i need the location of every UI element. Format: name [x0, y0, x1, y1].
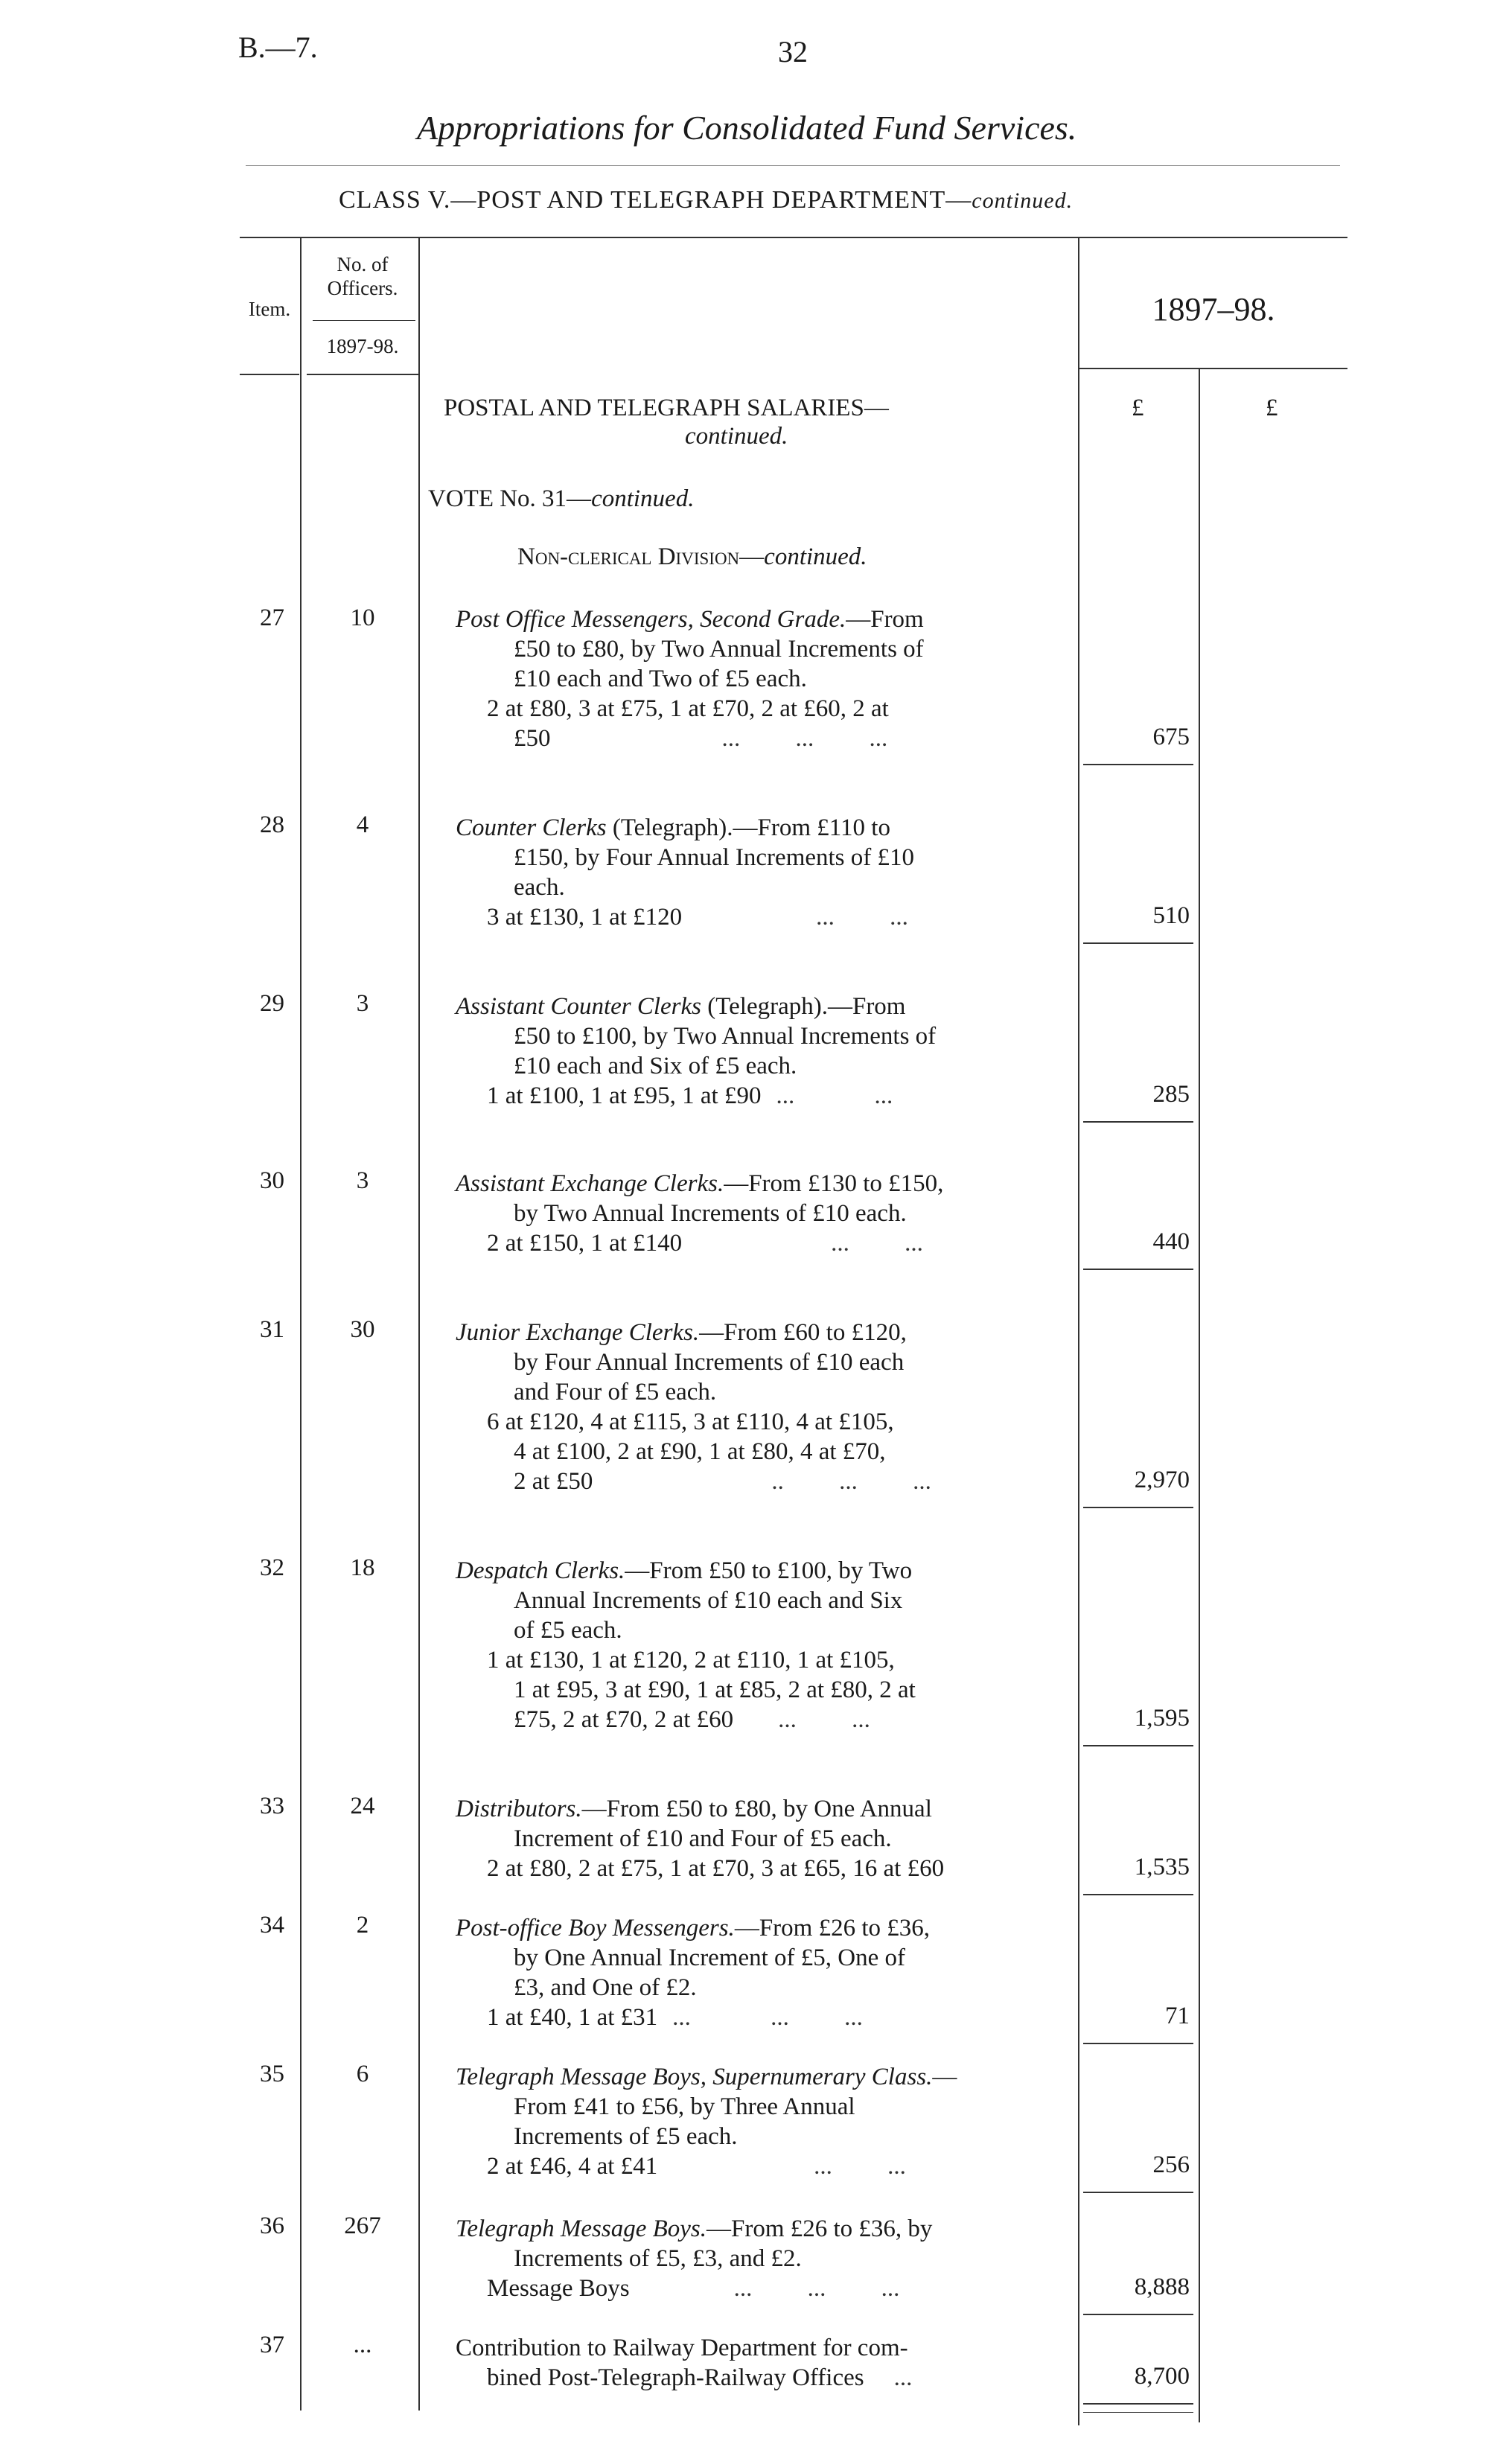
class-heading-main: CLASS V.—POST AND TELEGRAPH DEPARTMENT—	[339, 186, 972, 214]
officers-header-line2: Officers.	[327, 277, 398, 299]
entry-line: £3, and One of £2.	[514, 1974, 697, 2001]
officers-header-rule	[307, 374, 418, 375]
entry-description: Post-office Boy Messengers.—From £26 to £36, by One Annual Increment of £5, One of £3, and One of £2. 1 at £40, 1 at £31 ... ... ...	[456, 1913, 1074, 2032]
entry-heading: Assistant Counter Clerks	[456, 993, 702, 1020]
item-column-header: Item.	[248, 298, 291, 320]
officer-count: 24	[350, 1793, 375, 1819]
entry-line: £50 to £100, by Two Annual Increments of	[514, 1023, 937, 1050]
section-title-continued: continued.	[685, 423, 788, 450]
entry-amount: 8,888	[1134, 2274, 1190, 2300]
officer-count: 6	[356, 2061, 369, 2087]
vote-continued: continued.	[591, 485, 695, 512]
entry-line: (Telegraph).—From £110 to	[606, 814, 890, 841]
amount-rule	[1083, 1121, 1193, 1123]
officer-count: 10	[350, 604, 375, 631]
entry-line: £10 each and Six of £5 each.	[514, 1053, 797, 1079]
amount-rule	[1083, 2314, 1193, 2315]
entry-line: 3 at £130, 1 at £120	[487, 904, 683, 931]
entry-line: —From £26 to £36,	[734, 1915, 930, 1942]
entry-line: (Telegraph).—From	[701, 993, 906, 1020]
title-rule	[246, 165, 1340, 166]
entry-line: and Four of £5 each.	[514, 1379, 717, 1406]
entry-heading: Junior Exchange Clerks.	[456, 1319, 700, 1346]
entry-line: bined Post-Telegraph-Railway Offices	[487, 2364, 864, 2391]
vote-label: VOTE No. 31—	[428, 485, 592, 512]
pound-sign-amount: £	[1132, 395, 1144, 421]
entry-amount: 256	[1152, 2151, 1190, 2178]
entry-description: Assistant Exchange Clerks.—From £130 to £150, by Two Annual Increments of £10 each. 2 at £150, 1 at £140 ... ...	[456, 1169, 1074, 1258]
entry-amount: 1,595	[1134, 1705, 1190, 1732]
page-title: Appropriations for Consolidated Fund Services.	[417, 109, 1077, 147]
entry-line: 2 at £80, 3 at £75, 1 at £70, 2 at £60, 2 at	[487, 695, 889, 722]
entry-heading: Distributors.	[456, 1796, 582, 1822]
entry-description: Contribution to Railway Department for com- bined Post-Telegraph-Railway Offices ...	[456, 2333, 1074, 2393]
officer-count: 30	[350, 1316, 375, 1343]
officer-count: 4	[356, 811, 369, 838]
entry-line: Increments of £5 each.	[514, 2123, 738, 2150]
entry-description: Junior Exchange Clerks.—From £60 to £120, by Four Annual Increments of £10 each and Four of £5 each. 6 at £120, 4 at £115, 3 at £110, 4 at £105, 4 at £100, 2 at £90, 1 at £80, 4 at £70, 2 at £50 .. ... ...	[456, 1318, 1074, 1496]
page-number: 32	[778, 35, 808, 68]
amount-rule	[1083, 1745, 1193, 1746]
entry-description	[456, 1794, 1074, 1883]
item-number: 28	[260, 811, 284, 838]
amount-rule	[1083, 942, 1193, 944]
entry-line: Contribution to Railway Department for com-	[456, 2335, 908, 2361]
pound-sign-total: £	[1266, 395, 1278, 421]
year-header-rule	[1079, 368, 1347, 369]
entry-amount: 71	[1165, 2003, 1190, 2029]
item-number: 30	[260, 1167, 284, 1194]
entry-description: Despatch Clerks.—From £50 to £100, by Two Annual Increments of £10 each and Six of £5 each. 1 at £130, 1 at £120, 2 at £110, 1 at £105, 1 at £95, 3 at £90, 1 at £85, 2 at £80, 2 at £75, 2 at £70, 2 at £60 ... ...	[456, 1556, 1074, 1735]
item-number: 36	[260, 2212, 284, 2239]
entry-description: Assistant Counter Clerks (Telegraph).—From £50 to £100, by Two Annual Increments of £10 each and Six of £5 each. 1 at £100, 1 at £95, 1 at £90 ... ...	[456, 992, 1074, 1111]
entry-line: 1 at £130, 1 at £120, 2 at £110, 1 at £105,	[487, 1647, 895, 1674]
amount-rule	[1083, 1269, 1193, 1270]
entry-description: Post Office Messengers, Second Grade.—From £50 to £80, by Two Annual Increments of £10 each and Two of £5 each. 2 at £80, 3 at £75, 1 at £70, 2 at £60, 2 at £50 ... ... ...	[456, 604, 1074, 753]
amount-rule-double	[1083, 2412, 1193, 2413]
entry-line: —From £130 to £150,	[724, 1170, 944, 1197]
entry-line: £50	[514, 725, 551, 752]
entry-line: 1 at £100, 1 at £95, 1 at £90	[487, 1082, 762, 1109]
entry-line: £50 to £80, by Two Annual Increments of	[514, 636, 924, 663]
item-number: 37	[260, 2332, 284, 2358]
entry-amount: 1,535	[1134, 1854, 1190, 1880]
officer-count: 3	[356, 990, 369, 1017]
entry-amount: 2,970	[1134, 1467, 1190, 1493]
entry-amount: 675	[1152, 724, 1190, 750]
item-number: 32	[260, 1554, 284, 1581]
entry-heading: Post-office Boy Messengers.	[456, 1915, 735, 1942]
entry-line: Annual Increments of £10 each and Six	[514, 1587, 903, 1614]
year-column-header: 1897–98.	[1152, 291, 1275, 328]
entry-line: £10 each and Two of £5 each.	[514, 666, 807, 692]
division-heading	[517, 542, 867, 572]
entry-line: 2 at £50	[514, 1468, 593, 1495]
officer-count: 2	[356, 1912, 369, 1939]
entry-line: —From £60 to £120,	[699, 1319, 907, 1346]
entry-line: Increment of £10 and Four of £5 each.	[514, 1825, 892, 1852]
entry-line: —From £50 to £100, by Two	[625, 1557, 913, 1584]
entry-heading: Assistant Exchange Clerks.	[456, 1170, 724, 1197]
col-divider-amount	[1199, 368, 1200, 2422]
entry-line: each.	[514, 874, 565, 901]
entry-line: Message Boys	[487, 2275, 630, 2302]
entry-line: of £5 each.	[514, 1617, 622, 1644]
entry-line: —From £26 to £36, by	[706, 2215, 933, 2242]
entry-line: 1 at £95, 3 at £90, 1 at £85, 2 at £80, 2 at	[514, 1676, 916, 1703]
amount-rule	[1083, 764, 1193, 765]
entry-line: From £41 to £56, by Three Annual	[514, 2093, 855, 2120]
col-divider-item	[300, 237, 302, 2411]
entry-line: by Four Annual Increments of £10 each	[514, 1349, 905, 1376]
entry-line: 2 at £80, 2 at £75, 1 at £70, 3 at £65, 16 at £60	[487, 1855, 945, 1882]
entry-description: Telegraph Message Boys, Supernumerary Class.— From £41 to £56, by Three Annual Increments of £5 each. 2 at £46, 4 at £41 ... ...	[456, 2062, 1074, 2181]
entry-heading: Counter Clerks	[456, 814, 607, 841]
entry-line: Increments of £5, £3, and £2.	[514, 2245, 802, 2272]
section-title: POSTAL AND TELEGRAPH SALARIES—	[444, 395, 889, 421]
entry-line: 6 at £120, 4 at £115, 3 at £110, 4 at £105,	[487, 1408, 894, 1435]
officer-count: 267	[344, 2212, 381, 2239]
item-header-rule	[240, 374, 299, 375]
entry-line: 2 at £150, 1 at £140	[487, 1230, 683, 1257]
item-number: 29	[260, 990, 284, 1017]
entry-line: by One Annual Increment of £5, One of	[514, 1944, 906, 1971]
entry-line: 4 at £100, 2 at £90, 1 at £80, 4 at £70,	[514, 1438, 886, 1465]
entry-line: 2 at £46, 4 at £41	[487, 2153, 658, 2180]
officer-count: 18	[350, 1554, 375, 1581]
entry-line: —From £50 to £80, by One Annual	[581, 1796, 932, 1822]
entry-description: Telegraph Message Boys.—From £26 to £36, by Increments of £5, £3, and £2. Message Boys ... ... ...	[456, 2214, 1074, 2303]
item-number: 33	[260, 1793, 284, 1819]
amount-rule	[1083, 1894, 1193, 1895]
entry-description: Counter Clerks (Telegraph).—From £110 to £150, by Four Annual Increments of £10 each. 3 at £130, 1 at £120 ... ...	[456, 813, 1074, 932]
division-label: Non-clerical Division—	[517, 543, 765, 570]
entry-line: £75, 2 at £70, 2 at £60	[514, 1706, 734, 1733]
amount-rule	[1083, 2192, 1193, 2193]
officer-count: 3	[356, 1167, 369, 1194]
amount-rule	[1083, 2403, 1193, 2405]
division-continued: continued.	[764, 543, 867, 570]
vote-heading	[428, 484, 694, 514]
entry-line: 1 at £40, 1 at £31	[487, 2004, 658, 2031]
entry-amount: 510	[1152, 902, 1190, 929]
item-number: 27	[260, 604, 284, 631]
entry-amount: 285	[1152, 1081, 1190, 1108]
item-number: 34	[260, 1912, 284, 1939]
document-reference: B.—7.	[238, 31, 318, 64]
class-heading	[339, 186, 1073, 214]
entry-heading: Telegraph Message Boys.	[456, 2215, 706, 2242]
entry-line: £150, by Four Annual Increments of £10	[514, 844, 915, 871]
officers-header-line1: No. of	[336, 253, 389, 275]
item-number: 35	[260, 2061, 284, 2087]
entry-heading: Post Office Messengers, Second Grade.	[456, 606, 846, 633]
entry-amount: 8,700	[1134, 2363, 1190, 2390]
entry-line: —	[932, 2064, 957, 2090]
entry-line: —From	[846, 606, 924, 633]
entry-heading: Telegraph Message Boys, Supernumerary Class.	[456, 2064, 933, 2090]
item-number: 31	[260, 1316, 284, 1343]
entry-heading: Despatch Clerks.	[456, 1557, 625, 1584]
amount-rule	[1083, 2043, 1193, 2044]
col-divider-description	[1078, 237, 1079, 2425]
amount-rule	[1083, 1507, 1193, 1508]
officer-count: ...	[353, 2332, 372, 2358]
class-heading-continued: continued.	[972, 188, 1074, 213]
officers-sub-rule	[313, 320, 415, 321]
officers-header-year: 1897-98.	[326, 335, 399, 357]
col-divider-officers	[418, 237, 420, 2411]
entry-line: by Two Annual Increments of £10 each.	[514, 1200, 907, 1227]
table-top-rule	[240, 237, 1347, 238]
entry-amount: 440	[1152, 1228, 1190, 1255]
